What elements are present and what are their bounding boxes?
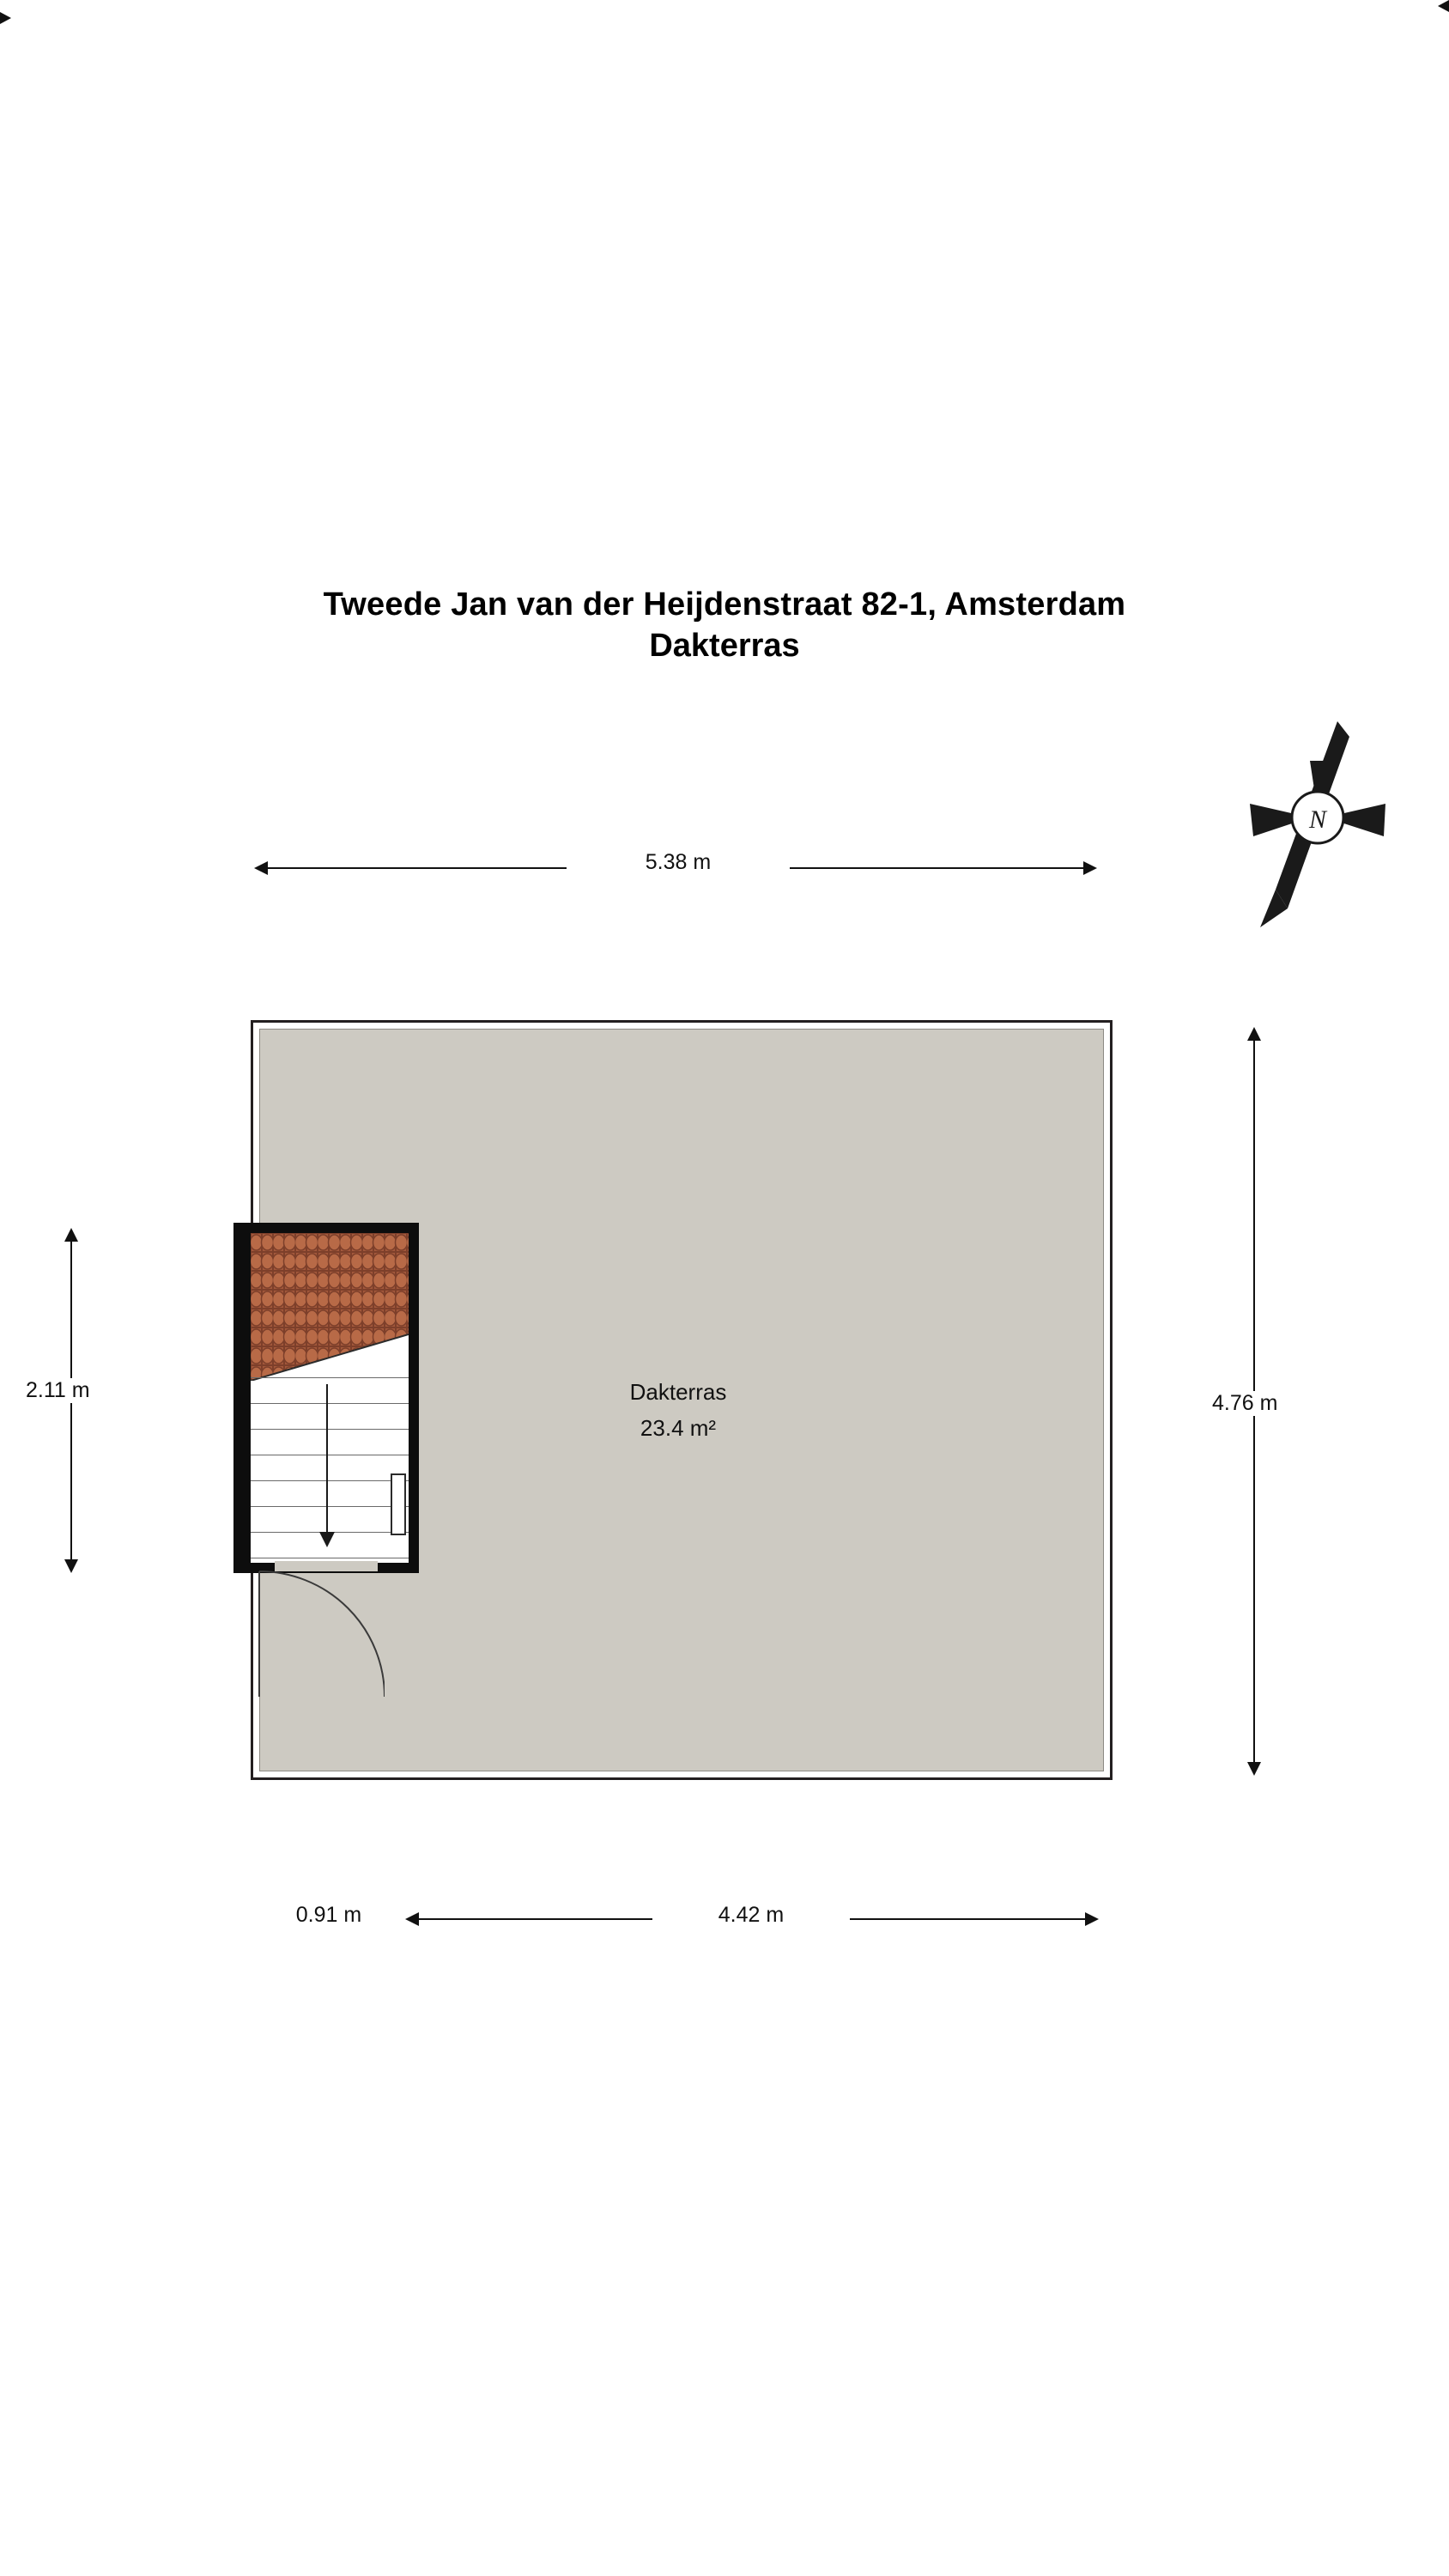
room-label bbox=[567, 1374, 790, 1446]
dim-right-arrow-down bbox=[1247, 1762, 1261, 1776]
room-area: 23.4 m² bbox=[640, 1415, 717, 1441]
dim-bottom-main-label: 4.42 m bbox=[652, 1903, 850, 1928]
room-name: Dakterras bbox=[629, 1379, 727, 1405]
door-swing-arc bbox=[258, 1570, 385, 1697]
dim-left-arrow-up bbox=[64, 1228, 78, 1242]
dim-bottom-small-label: 0.91 m bbox=[295, 1903, 362, 1927]
stair-direction-arrowhead bbox=[319, 1532, 335, 1547]
page-title-floor: Dakterras bbox=[649, 628, 800, 664]
compass-rose-icon bbox=[1236, 721, 1399, 927]
dim-bottom-main-arrow-right bbox=[1085, 1912, 1099, 1926]
roof-tiles-icon bbox=[251, 1233, 409, 1381]
dim-left-label: 2.11 m bbox=[26, 1378, 155, 1403]
stairwell-interior bbox=[251, 1233, 409, 1563]
dim-right-label: 4.76 m bbox=[1212, 1391, 1375, 1416]
dim-bottom-small-arrow-left bbox=[0, 0, 1449, 12]
window-symbol bbox=[391, 1473, 406, 1535]
stair-direction-arrow bbox=[326, 1384, 328, 1539]
compass-north-label: N bbox=[1308, 805, 1327, 834]
dim-bottom-main-arrow-left bbox=[405, 1912, 419, 1926]
page-title-address: Tweede Jan van der Heijdenstraat 82-1, Amsterdam bbox=[323, 586, 1126, 623]
dim-top-arrow-left bbox=[254, 861, 268, 875]
dim-right-arrow-up bbox=[1247, 1027, 1261, 1041]
dim-top-arrow-right bbox=[1083, 861, 1097, 875]
dim-bottom-small-arrow-right bbox=[0, 12, 1449, 24]
dim-top-label: 5.38 m bbox=[567, 850, 790, 875]
dim-left-arrow-down bbox=[64, 1559, 78, 1573]
